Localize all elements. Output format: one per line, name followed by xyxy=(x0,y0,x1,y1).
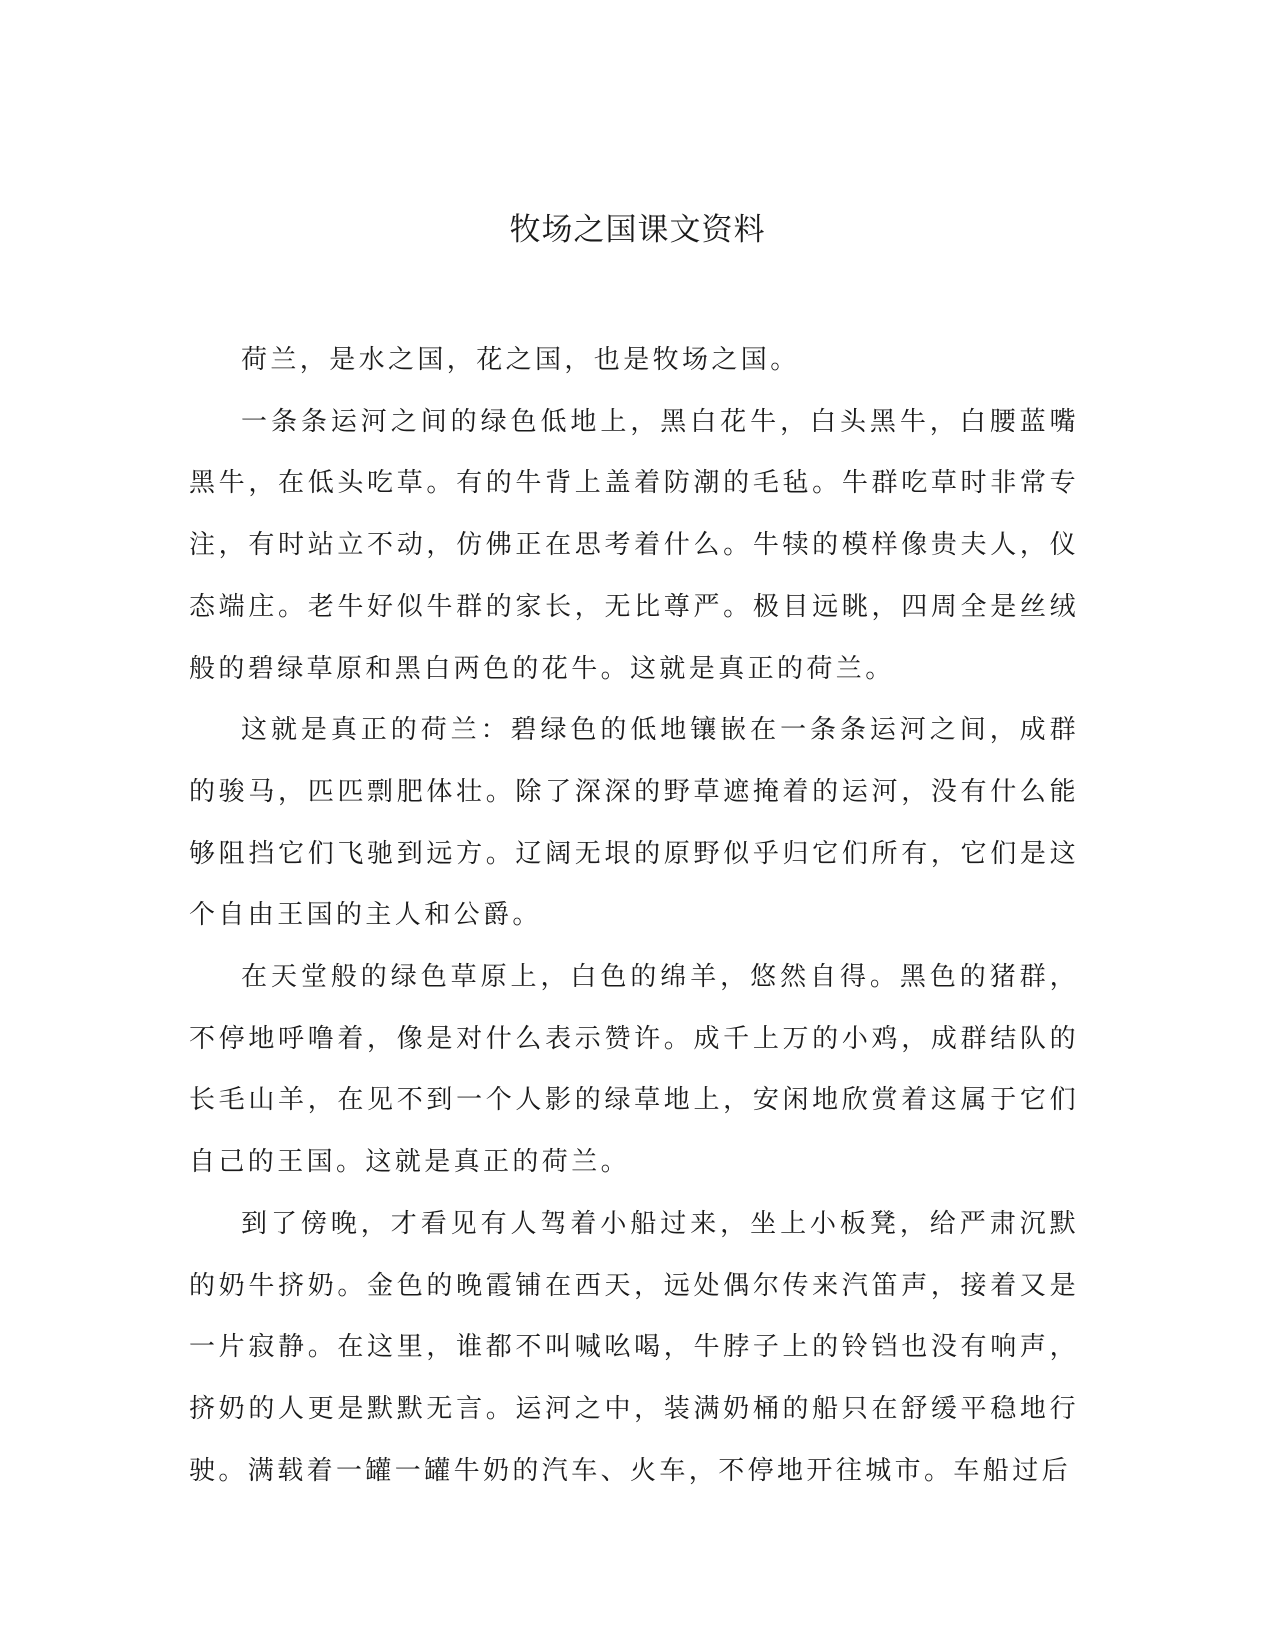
document-title: 牧场之国课文资料 xyxy=(509,212,766,248)
paragraph-2: 一条条运河之间的绿色低地上，黑白花牛，白头黑牛，白腰蓝嘴黑牛，在低头吃草。有的牛背上盖着防潮的毛毡。牛群吃草时非常专注，有时站立不动，仿佛正在思考着什么。牛犊的模样像贵夫人，仪态端庄。老牛好似牛群的家长，无比尊严。极目远眺，四周全是丝绒般的碧绿草原和黑白两色的花牛。这就是真正的荷兰。 xyxy=(189,406,1079,684)
paragraph-1: 荷兰，是水之国，花之国，也是牧场之国。 xyxy=(241,345,800,375)
paragraph-5: 到了傍晚，才看见有人驾着小船过来，坐上小板凳，给严肃沉默的奶牛挤奶。金色的晚霞铺在西天，远处偶尔传来汽笛声，接着又是一片寂静。在这里，谁都不叫喊吆喝，牛脖子上的铃铛也没有响声，挤奶的人更是默默无言。运河之中，装满奶桶的船只在舒缓平稳地行驶。满载着一罐一罐牛奶的汽车、火车，不停地开往城市。车船过后 xyxy=(189,1208,1079,1486)
paragraph-3: 这就是真正的荷兰：碧绿色的低地镶嵌在一条条运河之间，成群的骏马，匹匹剽肥体壮。除了深深的野草遮掩着的运河，没有什么能够阻挡它们飞驰到远方。辽阔无垠的原野似乎归它们所有，它们是这个自由王国的主人和公爵。 xyxy=(189,715,1079,931)
paragraph-4: 在天堂般的绿色草原上，白色的绵羊，悠然自得。黑色的猪群，不停地呼噜着，像是对什么表示赞许。成千上万的小鸡，成群结队的长毛山羊，在见不到一个人影的绿草地上，安闲地欣赏着这属于它们自己的王国。这就是真正的荷兰。 xyxy=(189,962,1079,1178)
document-body xyxy=(189,330,1079,1502)
